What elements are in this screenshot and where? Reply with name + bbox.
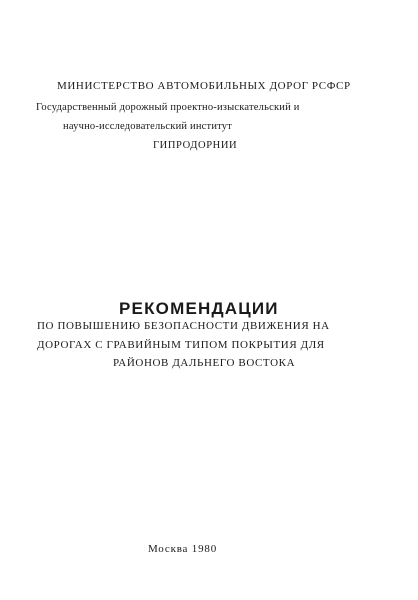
institute-name: ГИПРОДОРНИИ bbox=[153, 140, 238, 151]
document-subtitle-line-2: ДОРОГАХ С ГРАВИЙНЫМ ТИПОМ ПОКРЫТИЯ ДЛЯ bbox=[37, 339, 325, 351]
ministry-name: МИНИСТЕРСТВО АВТОМОБИЛЬНЫХ ДОРОГ РСФСР bbox=[57, 80, 351, 92]
document-title: РЕКОМЕНДАЦИИ bbox=[119, 299, 279, 318]
institute-description-line-2: научно-исследовательский институт bbox=[63, 121, 233, 132]
document-subtitle-line-3: РАЙОНОВ ДАЛЬНЕГО ВОСТОКА bbox=[113, 357, 296, 369]
document-subtitle-line-1: ПО ПОВЫШЕНИЮ БЕЗОПАСНОСТИ ДВИЖЕНИЯ НА bbox=[37, 320, 330, 332]
publication-place-year: Москва 1980 bbox=[148, 543, 217, 555]
institute-description-line-1: Государственный дорожный проектно-изыскательский и bbox=[36, 102, 300, 113]
